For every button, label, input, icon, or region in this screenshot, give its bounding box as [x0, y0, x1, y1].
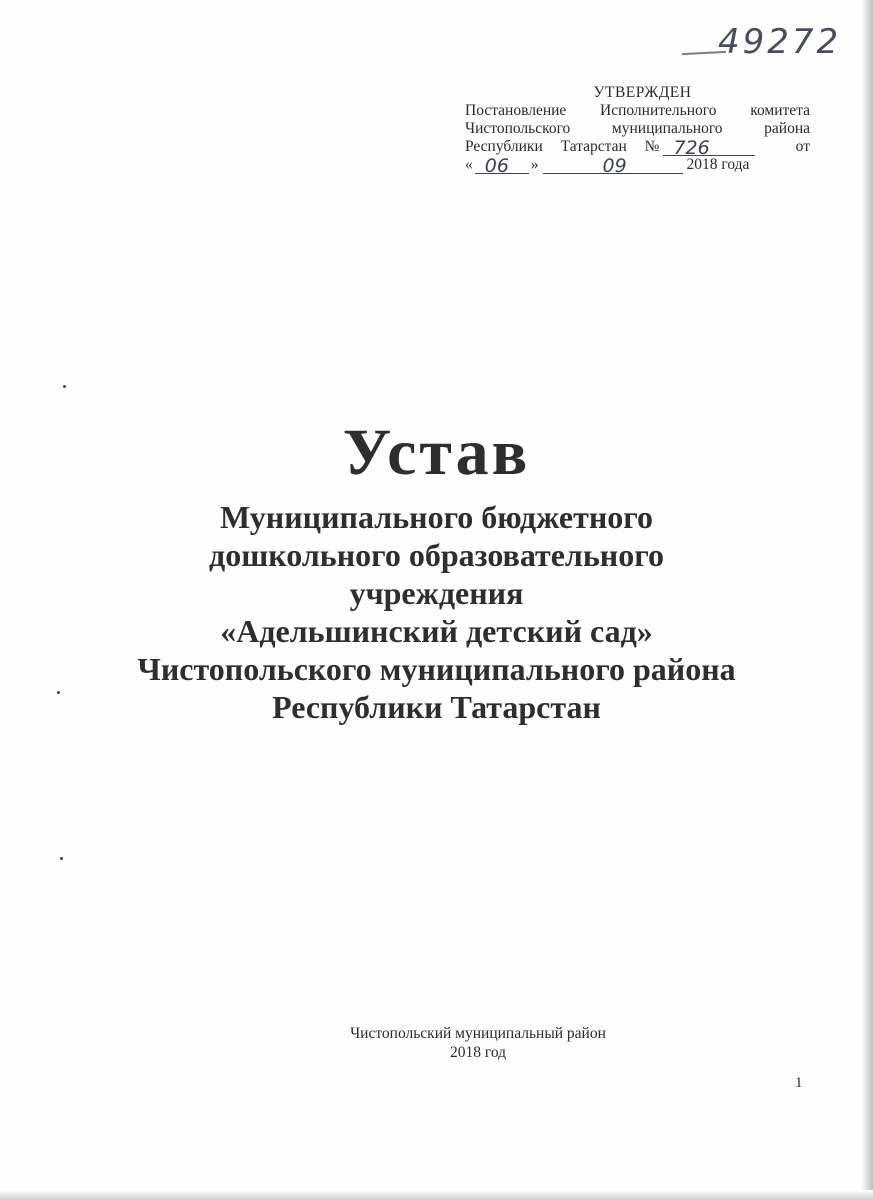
decree-number-field — [663, 137, 755, 159]
footer-block — [330, 1024, 626, 1062]
approval-line-3-suffix: от — [795, 138, 810, 155]
approval-line-2: Чистопольского муниципального района — [465, 120, 810, 137]
document-subtitle — [0, 498, 873, 726]
scan-speck — [57, 691, 60, 694]
footer-place: Чистопольский муниципальный район — [350, 1025, 606, 1042]
subtitle-line: Республики Татарстан — [272, 689, 601, 725]
approval-block — [465, 84, 810, 177]
approval-heading: УТВЕРЖДЕН — [593, 84, 692, 101]
approval-date-line — [465, 155, 810, 177]
subtitle-line: «Адельшинский детский сад» — [220, 613, 653, 649]
approval-line-1: Постановление Исполнительного комитета — [465, 102, 810, 119]
decree-number-handwritten: 726 — [673, 137, 710, 159]
subtitle-line: Чистопольского муниципального района — [137, 651, 736, 687]
scan-bottom-shadow — [0, 1190, 873, 1200]
approval-line-3-prefix: Республики Татарстан № — [465, 138, 660, 155]
subtitle-line: дошкольного образовательного — [209, 537, 664, 573]
date-open-quote: « — [465, 156, 473, 173]
document-title: Устав — [342, 416, 531, 489]
scan-speck — [60, 857, 63, 860]
subtitle-line: учреждения — [349, 575, 524, 611]
handwritten-registration-number: 49272 — [718, 22, 842, 62]
date-day-field — [475, 155, 529, 177]
date-month-handwritten: 09 — [602, 155, 627, 177]
date-year: 2018 года — [686, 156, 750, 173]
scan-speck — [63, 385, 66, 388]
date-month-field — [543, 155, 683, 177]
page-number: 1 — [795, 1075, 803, 1091]
date-day-handwritten: 06 — [484, 155, 509, 177]
subtitle-line: Муниципального бюджетного — [220, 499, 653, 535]
footer-year: 2018 год — [449, 1044, 507, 1061]
date-close-quote: » — [530, 156, 539, 173]
approval-line-3 — [465, 137, 810, 159]
